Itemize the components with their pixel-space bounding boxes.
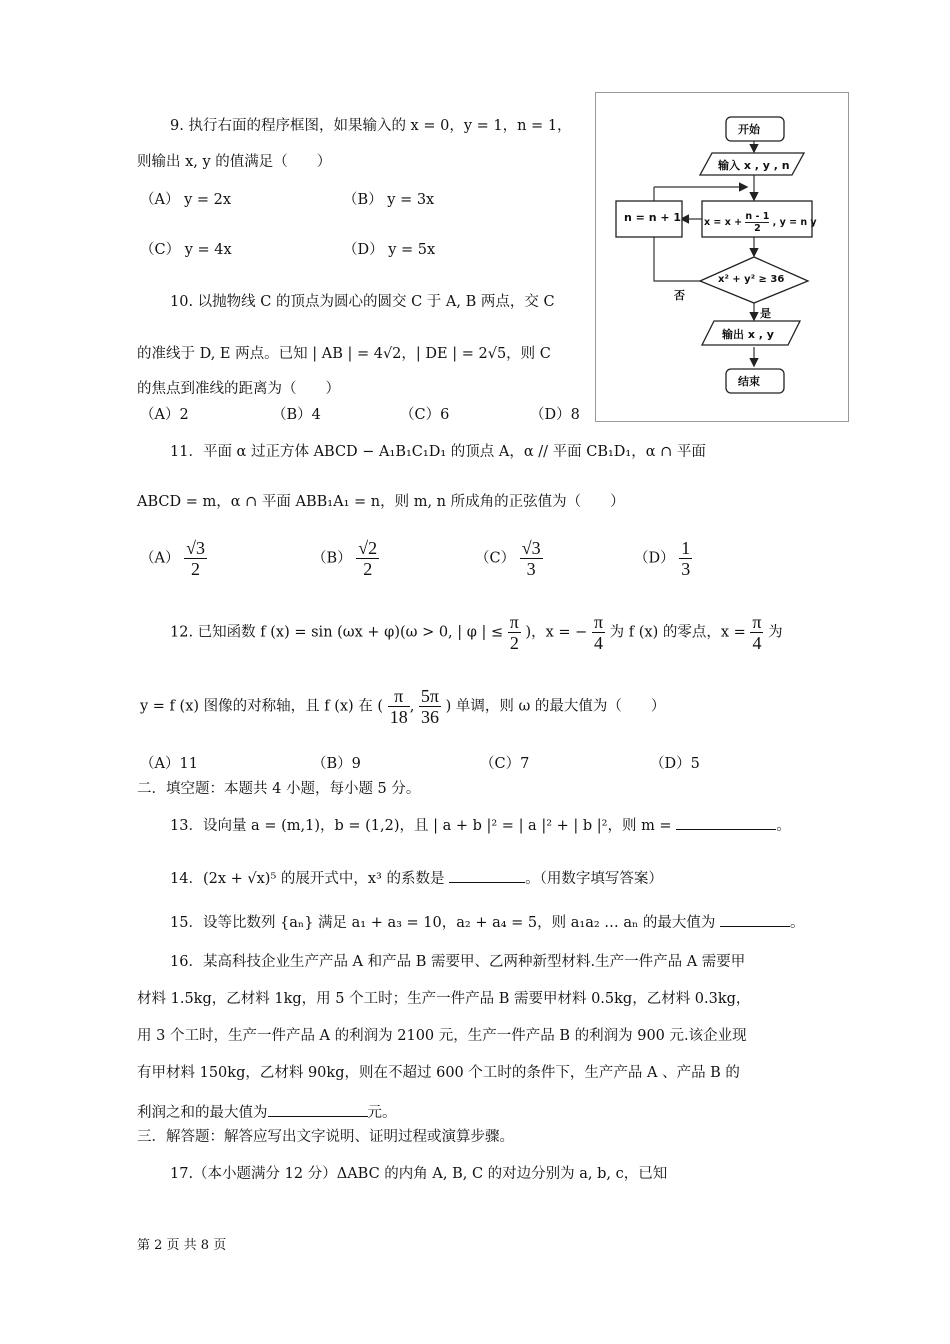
q15-end: 。 [790, 915, 805, 931]
q11-a-num: √3 [186, 538, 205, 558]
q12-line1a: 12. 已知函数 f (x) = sin (ωx + φ)(ω > 0, | φ | ≤ [170, 624, 504, 641]
q9-option-c: （C） y = 4x [140, 242, 232, 258]
q12-frac-5pi36 [419, 686, 441, 727]
q10-option-b: （B）4 [272, 407, 321, 423]
q12-frac-5pi36-den: 36 [420, 707, 439, 727]
q12-frac-pi18 [388, 686, 410, 727]
q11-option-a [140, 538, 207, 579]
flow-yes-label: 是 [760, 307, 771, 320]
q12-line2: y = f (x) 图像的对称轴，且 f (x) 在 ( $\frac{\pi}{18}$ , $\frac{5\pi}{36}$ ) 单调，则 ω 的最大值为（ ） [140, 686, 666, 727]
q17-line1: 17.（本小题满分 12 分）ΔABC 的内角 A, B, C 的对边分别为 a, b, c，已知 [170, 1166, 668, 1182]
q12-frac-pi4a [592, 612, 605, 653]
q12-line2b: ) 单调，则 ω 的最大值为（ ） [445, 698, 666, 715]
q15-answer-blank[interactable] [720, 910, 790, 927]
q12-frac-pi4a-num: π [593, 612, 604, 632]
q11-c-num: √3 [521, 538, 541, 558]
q12-line1b: )，x = − [525, 624, 588, 641]
q11-b-label: （B） [312, 550, 352, 567]
q12-frac-pi2 [508, 612, 521, 653]
q15 [170, 910, 805, 932]
q13-answer-blank[interactable] [676, 813, 776, 830]
q15-text: 15．设等比数列 {aₙ} 满足 a₁ + a₃ = 10，a₂ + a₄ = 5，则 a₁a₂ … aₙ 的最大值为 [170, 915, 716, 931]
q12-line1 [170, 612, 783, 653]
q11-a-label: （A） [140, 550, 180, 567]
q10-line1: 10. 以抛物线 C 的顶点为圆心的圆交 C 于 A, B 两点，交 C [170, 294, 555, 310]
q11-b-num: √2 [358, 538, 378, 558]
q11-c-frac [520, 538, 543, 579]
q11-b-den: 2 [363, 559, 373, 579]
q14 [170, 866, 663, 888]
q11-option-c [475, 538, 543, 579]
q11-c-label: （C） [475, 550, 516, 567]
q12-frac-pi4b [750, 612, 763, 653]
q12-frac-pi18-num: π [388, 686, 410, 707]
flow-start: 开始 [738, 123, 760, 136]
flow-update-y: , y = n y [772, 217, 817, 228]
q11-option-d [634, 538, 692, 579]
flow-update-xy [704, 211, 817, 234]
flow-no-label: 否 [674, 289, 685, 302]
q12-option-b: （B）9 [312, 756, 361, 772]
q12-frac-pi2-den: 2 [509, 633, 519, 653]
q12-line1c: 为 f (x) 的零点，x = [609, 624, 746, 641]
q12-frac-pi2-num: π [509, 612, 519, 632]
q10-option-d: （D）8 [530, 407, 580, 423]
q16-line1: 16．某高科技企业生产产品 A 和产品 B 需要甲、乙两种新型材料.生产一件产品 A 需要甲 [170, 954, 746, 970]
q11-d-label: （D） [634, 550, 675, 567]
q9-option-b: （B） y = 3x [343, 192, 435, 208]
q10-option-a: （A）2 [140, 407, 189, 423]
flow-end: 结束 [738, 375, 760, 388]
program-flowchart [595, 92, 849, 422]
flow-update-x-den: 2 [754, 223, 761, 234]
q16-line2: 材料 1.5kg，乙材料 1kg，用 5 个工时；生产一件产品 B 需要甲材料 0.5kg，乙材料 0.3kg， [137, 991, 751, 1007]
q12-option-a: （A）11 [140, 756, 198, 772]
q9-option-a: （A） y = 2x [140, 192, 232, 208]
q9-line2: 则输出 x, y 的值满足（ ） [137, 154, 332, 170]
q16-line3: 用 3 个工时，生产一件产品 A 的利润为 2100 元，生产一件产品 B 的利润为 900 元.该企业现 [137, 1028, 747, 1044]
flow-update-x-num: n - 1 [745, 211, 770, 222]
q10-option-c: （C）6 [400, 407, 450, 423]
q16-line5b: 元。 [367, 1105, 397, 1121]
q11-option-b [312, 538, 379, 579]
q11-d-den: 3 [681, 559, 691, 579]
flow-update-x-pre: x = x + [704, 217, 743, 228]
q16-line5a: 利润之和的最大值为 [137, 1105, 268, 1121]
q14-answer-blank[interactable] [449, 866, 525, 883]
q12-frac-pi4a-den: 4 [594, 633, 603, 653]
q11-line2: ABCD = m，α ∩ 平面 ABB₁A₁ = n，则 m, n 所成角的正弦值为（ ） [137, 494, 625, 510]
q12-line2a: y = f (x) 图像的对称轴，且 f (x) 在 ( [140, 698, 384, 715]
q11-b-frac [356, 538, 379, 579]
q13 [170, 813, 791, 835]
page-footer: 第 2 页 共 8 页 [137, 1238, 227, 1253]
q13-end: 。 [776, 818, 791, 834]
q12-frac-pi4b-den: 4 [752, 633, 762, 653]
q16-line5 [137, 1100, 397, 1122]
flow-output: 输出 x , y [722, 328, 774, 341]
q13-text: 13．设向量 a = (m,1)，b = (1,2)，且 | a + b |² = | a |² + | b |²，则 m = [170, 818, 672, 834]
q12-line1d: 为 [768, 624, 783, 641]
flow-update-n: n = n + 1 [624, 211, 682, 224]
q10-line2: 的准线于 D, E 两点。已知 | AB | = 4√2，| DE | = 2√5，则 C [137, 346, 551, 362]
q16-line4: 有甲材料 150kg，乙材料 90kg，则在不超过 600 个工时的条件下，生产产品 A 、产品 B 的 [137, 1065, 740, 1081]
q11-a-den: 2 [191, 559, 201, 579]
flow-input: 输入 x , y , n [718, 159, 790, 172]
section2-heading: 二．填空题：本题共 4 小题，每小题 5 分。 [137, 781, 421, 797]
q16-answer-blank[interactable] [268, 1100, 368, 1117]
q11-d-frac [679, 538, 692, 579]
q9-line1: 9. 执行右面的程序框图，如果输入的 x = 0，y = 1，n = 1， [170, 118, 572, 134]
q12-frac-pi4b-num: π [752, 612, 762, 632]
flow-update-x-frac [745, 211, 769, 234]
flowchart-lines [596, 93, 848, 421]
flow-condition: x² + y² ≥ 36 [718, 274, 785, 285]
q11-line1: 11．平面 α 过正方体 ABCD − A₁B₁C₁D₁ 的顶点 A，α // 平面 CB₁D₁，α ∩ 平面 [170, 444, 706, 460]
q12-frac-5pi36-num: 5π [420, 686, 440, 706]
q10-line3: 的焦点到准线的距离为（ ） [137, 381, 340, 397]
q11-d-num: 1 [681, 538, 691, 558]
q12-option-c: （C）7 [480, 756, 530, 772]
q14-end: 。（用数字填写答案） [525, 871, 663, 887]
section3-heading: 三．解答题：解答应写出文字说明、证明过程或演算步骤。 [137, 1129, 514, 1145]
q11-c-den: 3 [526, 559, 536, 579]
q14-text: 14．(2x + √x)⁵ 的展开式中，x³ 的系数是 [170, 871, 445, 887]
q12-frac-pi18-den: 18 [389, 707, 408, 727]
q12-option-d: （D）5 [650, 756, 700, 772]
q11-a-frac [184, 538, 207, 579]
q9-option-d: （D） y = 5x [343, 242, 436, 258]
